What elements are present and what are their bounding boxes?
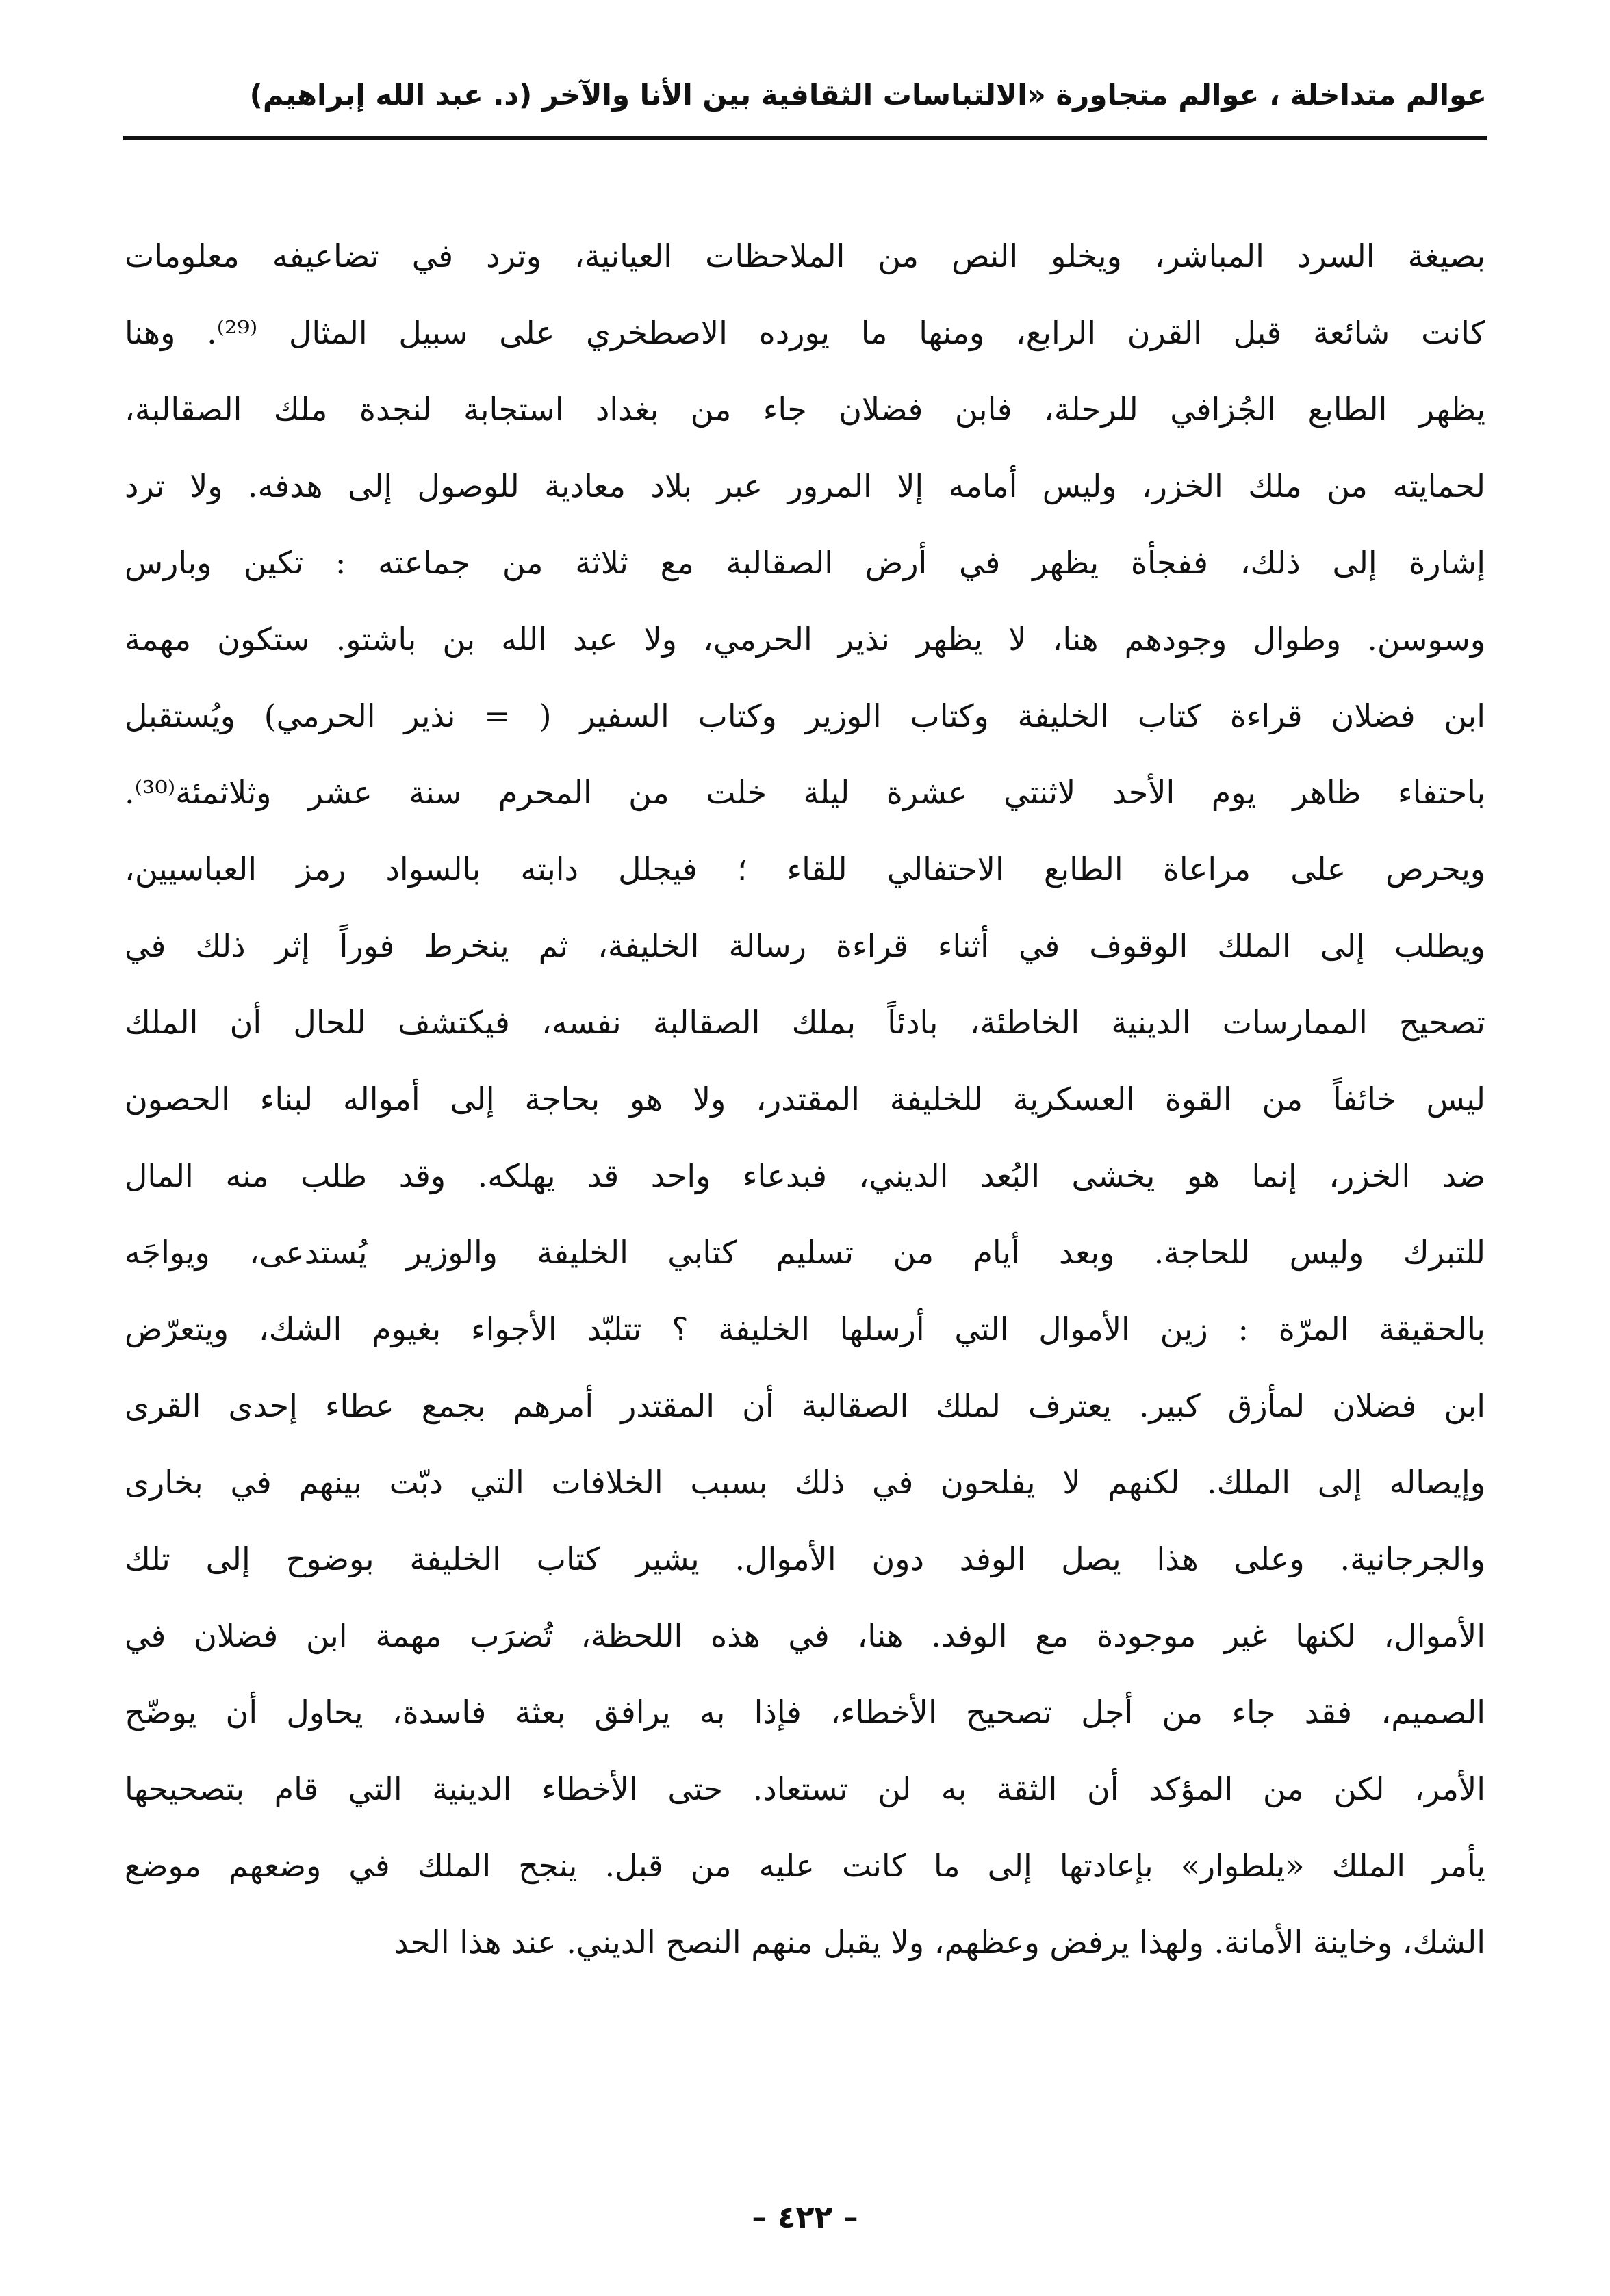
text-line: يظهر الطابع الجُزافي للرحلة، فابن فضلان جاء من بغداد استجابة لنجدة ملك الصقالبة، xyxy=(125,391,1485,428)
text-line: الأموال، لكنها غير موجودة مع الوفد. هنا، في هذه اللحظة، تُضرَب مهمة ابن فضلان في xyxy=(125,1617,1485,1654)
text-line: وسوسن. وطوال وجودهم هنا، لا يظهر نذير الحرمي، ولا عبد الله بن باشتو. ستكون مهمة xyxy=(125,621,1485,658)
text-line: كانت شائعة قبل القرن الرابع، ومنها ما يورده الاصطخري على سبيل المثال ⁽²⁹⁾. وهنا xyxy=(125,314,1485,351)
text-line: الأمر، لكن من المؤكد أن الثقة به لن تستعاد. حتى الأخطاء الدينية التي قام بتصحيحها xyxy=(125,1770,1485,1807)
text-line: وإيصاله إلى الملك. لكنهم لا يفلحون في ذلك بسبب الخلافات التي دبّت بينهم في بخارى xyxy=(125,1464,1485,1501)
running-header xyxy=(123,56,1487,133)
text-line: ابن فضلان قراءة كتاب الخليفة وكتاب الوزير وكتاب السفير ( = نذير الحرمي) ويُستقبل xyxy=(125,697,1485,734)
text-line: ليس خائفاً من القوة العسكرية للخليفة المقتدر، ولا هو بحاجة إلى أمواله لبناء الحصون xyxy=(125,1081,1485,1118)
text-line: بالحقيقة المرّة : زين الأموال التي أرسلها الخليفة ؟ تتلبّد الأجواء بغيوم الشك، ويتعرّض xyxy=(125,1311,1485,1347)
text-line: للتبرك وليس للحاجة. وبعد أيام من تسليم كتابي الخليفة والوزير يُستدعى، ويواجَه xyxy=(125,1234,1485,1271)
text-line: ويطلب إلى الملك الوقوف في أثناء قراءة رسالة الخليفة، ثم ينخرط فوراً إثر ذلك في xyxy=(125,927,1485,964)
page-number: – ٤٢٢ – xyxy=(752,2200,858,2235)
text-line: ويحرص على مراعاة الطابع الاحتفالي للقاء ؛ فيجلل دابته بالسواد رمز العباسيين، xyxy=(125,851,1485,888)
body-text xyxy=(125,218,1485,2065)
text-line: باحتفاء ظاهر يوم الأحد لاثنتي عشرة ليلة خلت من المحرم سنة عشر وثلاثمئة⁽³⁰⁾. xyxy=(125,774,1485,811)
header-rule xyxy=(123,136,1487,140)
text-line: الصميم، فقد جاء من أجل تصحيح الأخطاء، فإذا به يرافق بعثة فاسدة، يحاول أن يوضّح xyxy=(125,1694,1485,1731)
text-line: الشك، وخاينة الأمانة. ولهذا يرفض وعظهم، ولا يقبل منهم النصح الديني. عند هذا الحد xyxy=(394,1924,1485,1961)
text-line: يأمر الملك «يلطوار» بإعادتها إلى ما كانت عليه من قبل. ينجح الملك في وضعهم موضع xyxy=(125,1847,1485,1884)
text-line: ابن فضلان لمأزق كبير. يعترف لملك الصقالبة أن المقتدر أمرهم بجمع عطاء إحدى القرى xyxy=(125,1387,1485,1424)
running-title: عوالم متداخلة ، عوالم متجاورة «الالتباسات الثقافية بين الأنا والآخر (د. عبد الله إبراهيم) xyxy=(249,77,1487,112)
text-line: ضد الخزر، إنما هو يخشى البُعد الديني، فبدعاء واحد قد يهلكه. وقد طلب منه المال xyxy=(125,1157,1485,1194)
text-line: والجرجانية. وعلى هذا يصل الوفد دون الأموال. يشير كتاب الخليفة بوضوح إلى تلك xyxy=(125,1540,1485,1577)
text-line: بصيغة السرد المباشر، ويخلو النص من الملاحظات العيانية، وترد في تضاعيفه معلومات xyxy=(125,237,1485,274)
text-line: إشارة إلى ذلك، ففجأة يظهر في أرض الصقالبة مع ثلاثة من جماعته : تكين وبارس xyxy=(125,544,1485,581)
page-footer xyxy=(0,2190,1610,2245)
text-line: لحمايته من ملك الخزر، وليس أمامه إلا المرور عبر بلاد معادية للوصول إلى هدفه. ولا ترد xyxy=(125,467,1485,504)
text-line: تصحيح الممارسات الدينية الخاطئة، بادئاً بملك الصقالبة نفسه، فيكتشف للحال أن الملك xyxy=(125,1004,1485,1041)
